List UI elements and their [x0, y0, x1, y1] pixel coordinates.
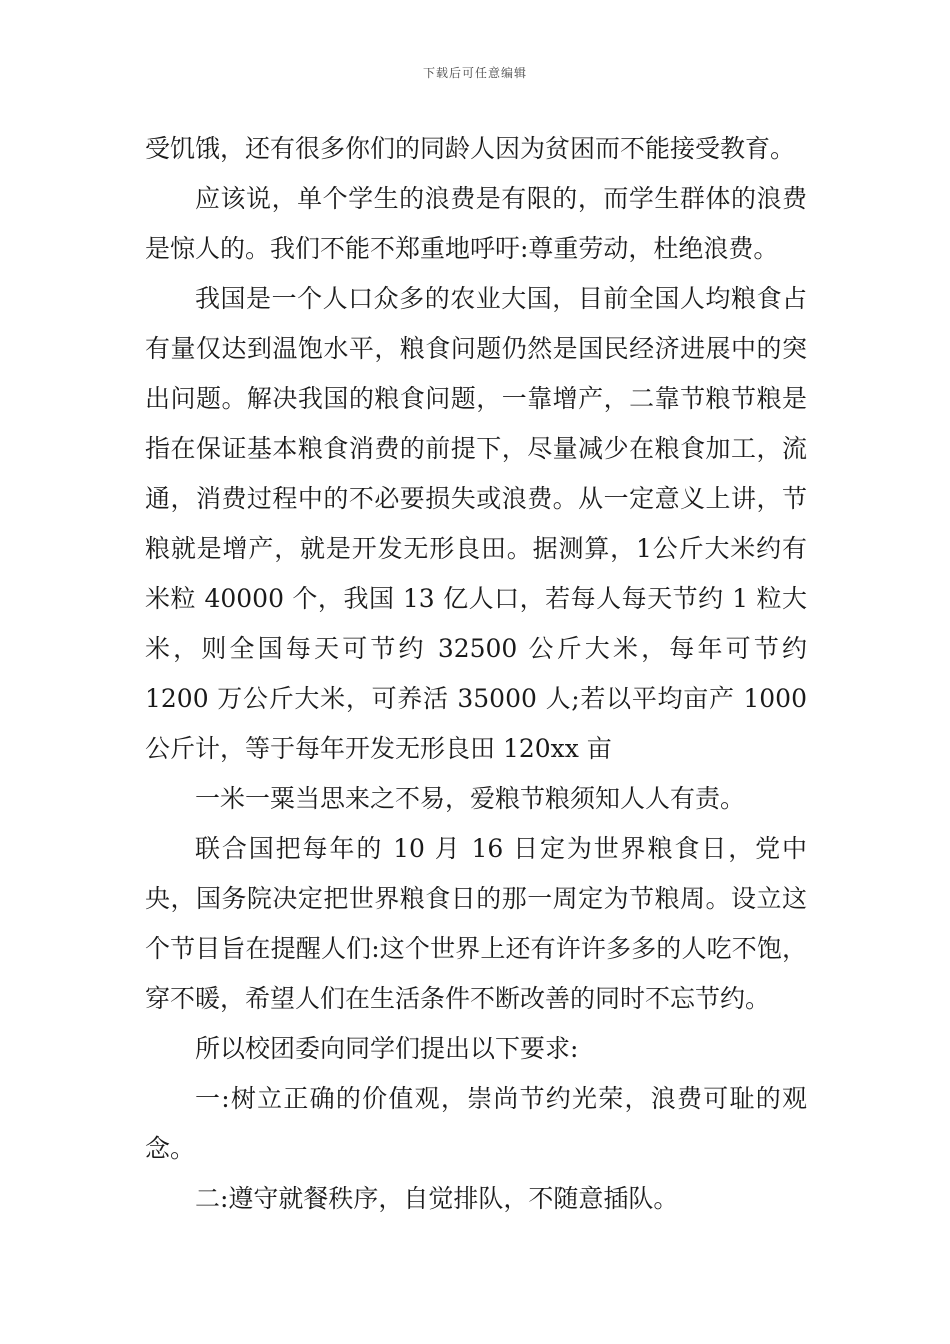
paragraph-8: 二:遵守就餐秩序，自觉排队，不随意插队。: [195, 1184, 679, 1213]
paragraph-7: 一:树立正确的价值观，崇尚节约光荣，浪费可耻的观念。: [145, 1084, 807, 1163]
paragraph-4: 一米一粟当思来之不易，爱粮节粮须知人人有责。: [195, 784, 746, 813]
paragraph-6: 所以校团委向同学们提出以下要求:: [195, 1034, 579, 1063]
paragraph-2: 应该说，单个学生的浪费是有限的，而学生群体的浪费是惊人的。我们不能不郑重地呼吁:尊重劳动，杜绝浪费。: [145, 184, 807, 263]
paragraph-3: 我国是一个人口众多的农业大国，目前全国人均粮食占有量仅达到温饱水平，粮食问题仍然是国民经济进展中的突出问题。解决我国的粮食问题，一靠增产，二靠节粮节粮是指在保证基本粮食消费的前提下，尽量减少在粮食加工，流通，消费过程中的不必要损失或浪费。从一定意义上讲，节粮就是增产，就是开发无形良田。据测算，1公斤大米约有米粒 40000 个，我国 13 亿人口，若每人每天节约 1 粒大米，则全国每天可节约 32500 公斤大米，每年可节约 1200 万公斤大米，可养活 35000 人;若以平均亩产 1000 公斤计，等于每年开发无形良田 120xx 亩: [145, 284, 807, 763]
paragraph-1: 受饥饿，还有很多你们的同龄人因为贫困而不能接受教育。: [145, 134, 796, 163]
document-body: [145, 124, 807, 1224]
page-header: 下载后可任意编辑: [422, 66, 527, 80]
paragraph-5: 联合国把每年的 10 月 16 日定为世界粮食日，党中央，国务院决定把世界粮食日的那一周定为节粮周。设立这个节目旨在提醒人们:这个世界上还有许许多多的人吃不饱，穿不暖，希望人们在生活条件不断改善的同时不忘节约。: [145, 834, 807, 1013]
